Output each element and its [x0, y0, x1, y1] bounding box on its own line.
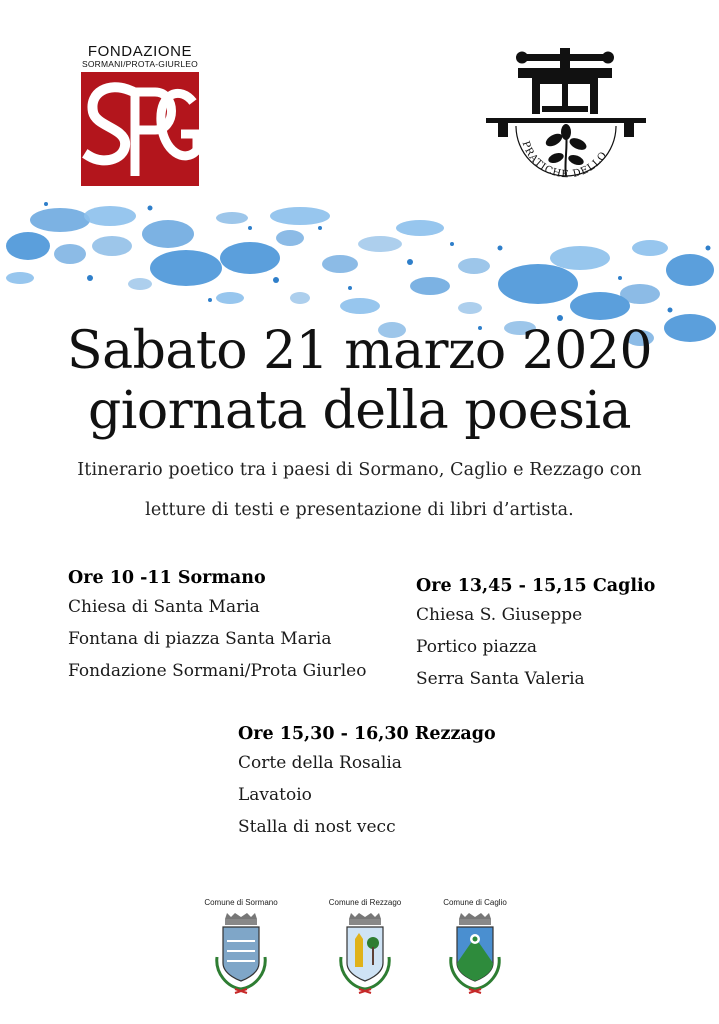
caglio-crest-icon [445, 911, 505, 999]
intro-line-1: Itinerario poetico tra i paesi di Sormano, Caglio e Rezzago con [77, 460, 642, 480]
comune-rezzago [320, 898, 410, 1003]
itinerary-heading: Ore 10 -11 Sormano [68, 568, 266, 588]
fondazione-mark [81, 72, 199, 186]
headline-title: giornata della poesia [87, 381, 632, 441]
fondazione-subtitle: SORMANI/PROTA-GIURLEO [82, 59, 198, 69]
itinerary-stop: Corte della Rosalia [238, 753, 402, 773]
itinerary-heading: Ore 15,30 - 16,30 Rezzago [238, 724, 496, 744]
fondazione-title: FONDAZIONE [87, 43, 193, 60]
itinerary-stop: Fondazione Sormani/Prota Giurleo [68, 661, 367, 681]
comune-caglio [430, 898, 520, 1003]
fondazione-logo [78, 44, 202, 186]
pratiche-motto: PRATICHE DELLO [519, 139, 610, 181]
comune-name: Comune di Sormano [204, 898, 278, 907]
itinerary-stop: Lavatoio [238, 785, 312, 805]
spg-monogram-icon [81, 72, 199, 186]
printing-press-icon [482, 44, 650, 190]
itinerary-stop: Serra Santa Valeria [416, 669, 585, 689]
comune-name: Comune di Rezzago [328, 898, 402, 907]
itinerary-heading: Ore 13,45 - 15,15 Caglio [416, 576, 656, 596]
sormano-crest-icon [211, 911, 271, 999]
itinerary-stop: Portico piazza [416, 637, 538, 657]
headline-date: Sabato 21 marzo 2020 [66, 321, 653, 381]
itinerary-stop: Chiesa S. Giuseppe [416, 605, 583, 625]
comune-sormano [196, 898, 286, 1003]
itinerary-sormano [68, 568, 366, 692]
itinerary-stop: Fontana di piazza Santa Maria [68, 629, 332, 649]
itinerary-caglio [416, 576, 655, 700]
rezzago-crest-icon [335, 911, 395, 999]
comune-name: Comune di Caglio [443, 898, 507, 907]
itinerary-rezzago [238, 724, 496, 848]
itinerary-stop: Chiesa di Santa Maria [68, 597, 260, 617]
itinerary-stop: Stalla di nost vecc [238, 817, 396, 837]
intro-line-2: letture di testi e presentazione di libri d’artista. [145, 500, 574, 520]
pratiche-dello-yaje-logo [482, 44, 650, 190]
